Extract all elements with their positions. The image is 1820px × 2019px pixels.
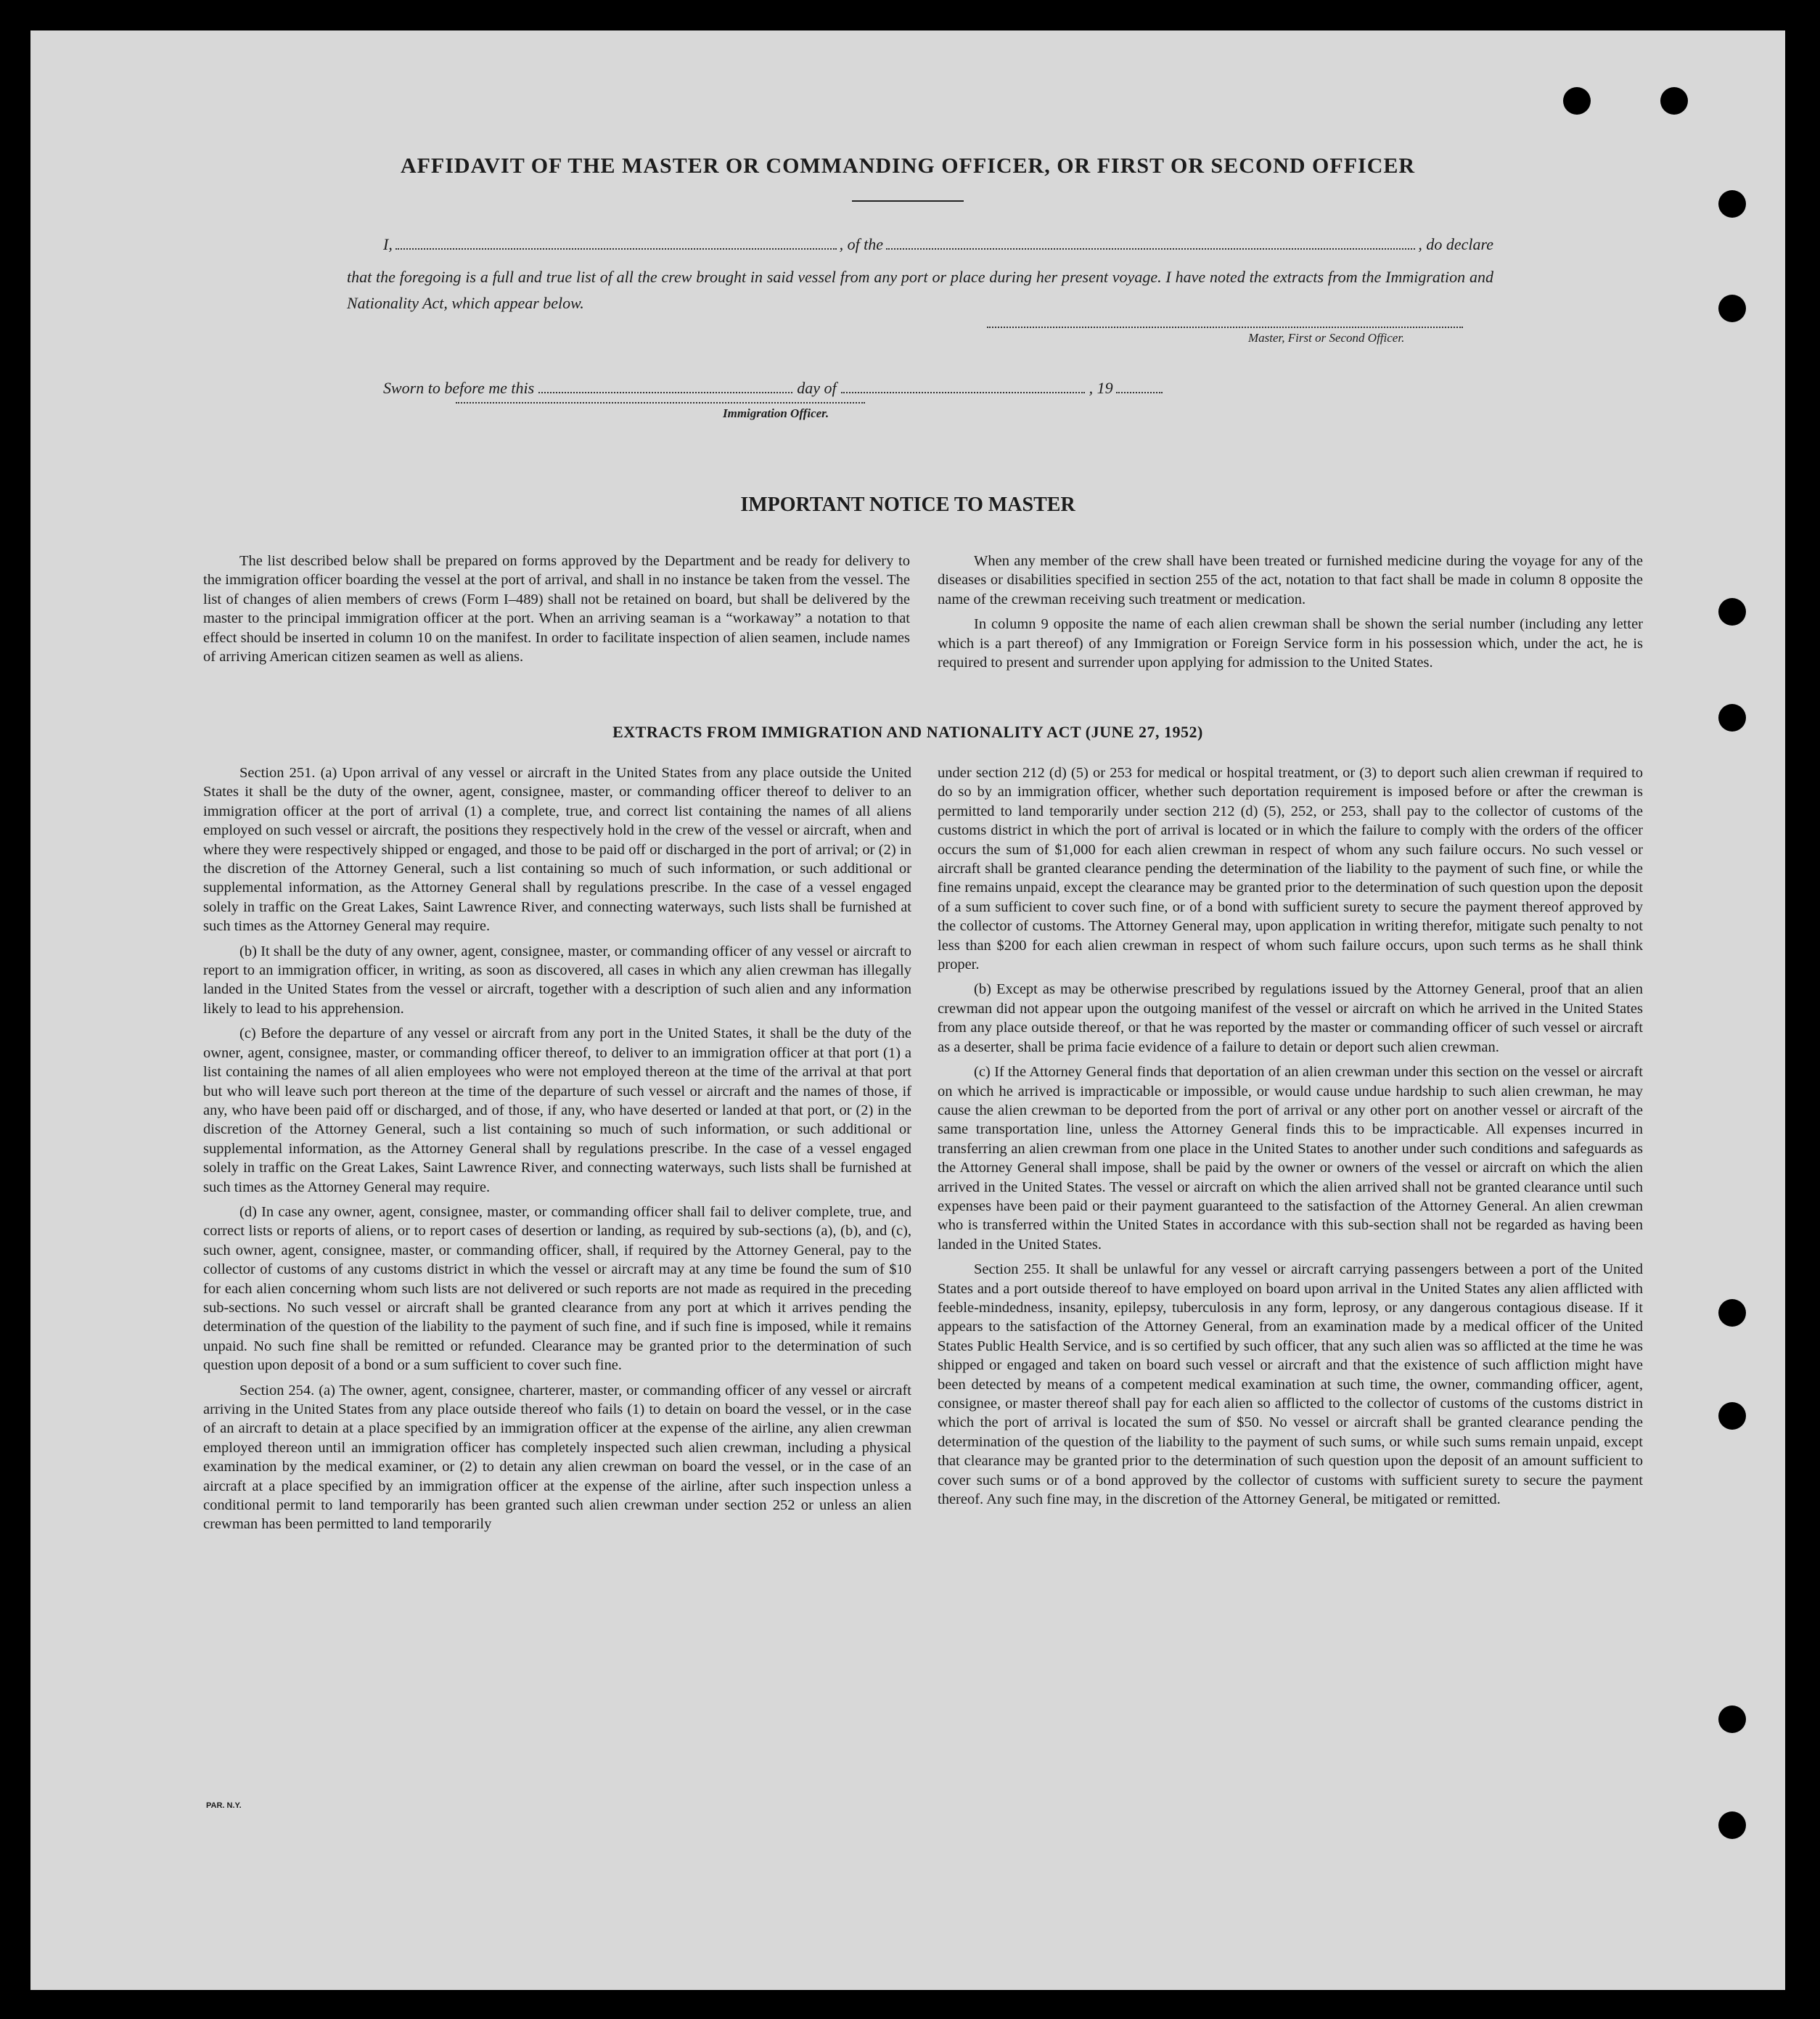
punch-hole [1718, 1402, 1746, 1430]
printer-mark: PAR. N.Y. [206, 1801, 242, 1810]
act-paragraph: (c) Before the departure of any vessel or aircraft from any port in the United States, it shall be the duty of the owner, agent, consignee, master, or commanding officer thereof, to deliver to an immigration officer at that port (1) a list containing the names of all alien employees who were not employed thereon at the time of the arrival at that port but who will leave such port thereon at the time of the departure of such vessel or aircraft and the names of those, if any, who have been paid off or discharged, and of those, if any, who have deserted or landed at that port, or (2) in the discretion of the Attorney General, such a list containing so much of such information, or such additional or supplemental information, as the Attorney General shall by regulations prescribe. In the case of a vessel engaged solely in traffic on the Great Lakes, Saint Lawrence River, and connecting waterways, such lists shall be furnished at such times as the Attorney General may require. [203, 1025, 911, 1195]
extracts-right-column [938, 763, 1643, 1515]
punch-hole [1718, 295, 1746, 322]
punch-hole [1718, 1811, 1746, 1839]
label-do-declare: , do declare [1418, 235, 1493, 253]
punch-hole [1718, 1705, 1746, 1733]
vessel-blank[interactable] [886, 235, 1415, 250]
label-of-the: , of the [839, 235, 884, 253]
punch-hole [1660, 87, 1688, 115]
sworn-line [383, 379, 1254, 398]
punch-hole [1718, 190, 1746, 218]
day-blank[interactable] [538, 379, 792, 393]
notice-heading: IMPORTANT NOTICE TO MASTER [740, 494, 1075, 516]
act-paragraph: Section 251. (a) Upon arrival of any vessel or aircraft in the United States from any place outside the United States it shall be the duty of the owner, agent, consignee, master, or commanding officer thereof to deliver to an immigration officer at the port of arrival (1) a complete, true, and correct list containing the names of all aliens employed on such vessel or aircraft, the positions they respectively hold in the crew of the vessel or aircraft, when and where they were respectively shipped or engaged, and those to be paid off or discharged in the port of arrival; or (2) in the discretion of the Attorney General, such a list containing so much of such information, or such additional or supplemental information, as the Attorney General shall by regulations prescribe. In the case of a vessel engaged solely in traffic on the Great Lakes, Saint Lawrence River, and connecting waterways, such lists shall be furnished at such times as the Attorney General may require. [203, 765, 911, 935]
act-paragraph: Section 255. It shall be unlawful for any vessel or aircraft carrying passengers between a port of the United States and a port outside thereof to have employed on board upon arrival in the United States any alien afflicted with feeble-mindedness, insanity, epilepsy, tuberculosis in any form, leprosy, or any dangerous contagious disease. If it appears to the satisfaction of the Attorney General, from an examination made by a medical officer of the United States Public Health Service, and is so certified by such officer, that any such alien was so afflicted at the time he was shipped or engaged and taken on board such vessel or aircraft and that the existence of such affliction might have been detected by means of a competent medical examination at such time, the owner, commanding officer, agent, consignee, or master thereof shall pay for each alien so afflicted to the collector of customs of the customs district in which the port of arrival is located the sum of $50. No vessel or aircraft shall be granted clearance pending the determination of the question of the liability to the payment of such sums, or while such sums remain unpaid, except that clearance may be granted prior to the determination of such question upon the deposit of an amount sufficient to cover such sums or of a bond approved by the collector of customs with sufficient surety to secure the payment thereof. Any such fine may, in the discretion of the Attorney General, be mitigated or remitted. [938, 1261, 1643, 1508]
officer-signature-line[interactable] [456, 402, 865, 404]
notice-left-column [203, 552, 910, 672]
act-paragraph: (b) Except as may be otherwise prescribed by regulations issued by the Attorney General, proof that an alien crewman did not appear upon the outgoing manifest of the vessel or aircraft on which he arrived in the United States from any place outside thereof, or that he was reported by the master or commanding officer of such vessel or aircraft as a deserter, shall be prima facie evidence of a failure to detain or deport such alien crewman. [938, 981, 1643, 1055]
document-page [30, 30, 1785, 1990]
master-signature-line[interactable] [987, 327, 1463, 328]
year-blank[interactable] [1116, 379, 1163, 393]
notice-paragraph: In column 9 opposite the name of each alien crewman shall be shown the serial number (including any letter which is a part thereof) of any Immigration or Foreign Service form in his possession which, under the act, he is required to present and surrender upon applying for admission to the United States. [938, 616, 1643, 671]
notice-paragraph: The list described below shall be prepared on forms approved by the Department and be ready for delivery to the immigration officer boarding the vessel at the port of arrival, and shall in no instance be taken from the vessel. The list of changes of alien members of crews (Form I–489) shall not be retained on board, but shall be delivered by the master to the principal immigration officer at the port. When an arriving seaman is a “workaway” a notation to that effect should be inserted in column 10 on the manifest. In order to facilitate inspection of alien seamen, include names of arriving American citizen seamen as well as aliens. [203, 553, 910, 666]
notice-right-column [938, 552, 1643, 678]
label-sworn: Sworn to before me this [383, 379, 535, 397]
label-day-of: day of [797, 379, 837, 397]
title-underline [852, 200, 964, 202]
act-paragraph: (b) It shall be the duty of any owner, agent, consignee, master, or commanding officer of any vessel or aircraft to report to an immigration officer, in writing, as soon as discovered, all cases in which any alien crewman has illegally landed in the United States from the vessel or aircraft, together with a description of such alien and any information likely to lead to his apprehension. [203, 943, 911, 1017]
month-blank[interactable] [841, 379, 1085, 393]
act-paragraph: Section 254. (a) The owner, agent, consignee, charterer, master, or commanding officer of any vessel or aircraft arriving in the United States from any place outside thereof who fails (1) to detain on board the vessel, or in the case of an aircraft to detain at a place specified by an immigration officer at the expense of the airline, any alien crewman employed thereon until an immigration officer has completely inspected such alien crewman, including a physical examination by the medical examiner, or (2) to detain any alien crewman on board the vessel, or in the case of an aircraft at a place specified by an immigration officer at the expense of the airline, after such inspection unless a conditional permit to land temporarily has been granted such alien crewman under section 252 or unless an alien crewman has been permitted to land temporarily [203, 1382, 911, 1533]
notice-paragraph: When any member of the crew shall have been treated or furnished medicine during the voyage for any of the diseases or disabilities specified in section 255 of the act, notation to that fact shall be made in column 8 opposite the name of the crewman receiving such treatment or medication. [938, 553, 1643, 607]
act-paragraph-continued: under section 212 (d) (5) or 253 for medical or hospital treatment, or (3) to deport such alien crewman if required to do so by an immigration officer, whether such deportation requirement is imposed before or after the crewman is permitted to land temporarily under section 212 (d) (5), 252, or 253, shall pay to the collector of customs of the customs district in which the port of arrival is located or in which the failure to comply with the orders of the officer occurs the sum of $1,000 for each alien crewman in respect of whom any such failure occurs. No such vessel or aircraft shall be granted clearance pending the determination of the liability to the payment of such fine, or while the fine remains unpaid, except the clearance may be granted prior to the determination of such question upon the deposit of a sum sufficient to cover such fine, or of a bond with sufficient surety to secure the payment thereof approved by the collector of customs. The Attorney General may, upon application in writing therefor, mitigate such penalty to not less than $200 for each alien crewman in respect of whom such failure occurs, upon such terms as he shall think proper. [938, 765, 1643, 973]
punch-hole [1718, 1299, 1746, 1327]
extracts-heading: EXTRACTS FROM IMMIGRATION AND NATIONALITY ACT (JUNE 27, 1952) [612, 723, 1203, 741]
act-paragraph: (d) In case any owner, agent, consignee, master, or commanding officer shall fail to deliver complete, true, and correct lists or reports of aliens, or to report cases of desertion or landing, as required by sub-sections (a), (b), and (c), such owner, agent, consignee, master, or commanding officer, shall, if required by the Attorney General, pay to the collector of customs of any customs district in which the vessel or aircraft may at any time be found the sum of $10 for each alien concerning whom such lists are not delivered or such reports are not made as required in the preceding sub-sections. No such vessel or aircraft shall be granted clearance from any port at which it arrives pending the determination of the question of the liability to the payment of such fine, and if such fine is imposed, while it remains unpaid. No such fine shall be remitted or refunded. Clearance may be granted prior to the determination of such question upon deposit of a bond or a sum sufficient to cover such fine. [203, 1203, 911, 1374]
punch-hole [1718, 598, 1746, 626]
label-year: , 19 [1089, 379, 1113, 397]
declaration-line [383, 235, 1493, 254]
act-paragraph: (c) If the Attorney General finds that deportation of an alien crewman under this section on the vessel or aircraft on which he arrived is impracticable or impossible, or would cause undue hardship to such alien crewman, he may cause the alien crewman to be deported from the port of arrival or any other port on another vessel or aircraft of the same transportation line, unless the Attorney General finds this to be impracticable. All expenses incurred in transferring an alien crewman from one place in the United States to another under such conditions and safeguards as the Attorney General shall impose, shall be paid by the owner or owners of the vessel or aircraft on which the alien arrived in the United States. The vessel or aircraft on which the alien arrived shall not be granted clearance until such expenses have been paid or their payment guaranteed to the satisfaction of the Attorney General. An alien crewman who is transferred within the United States in accordance with this sub-section shall not be regarded as having been landed in the United States. [938, 1064, 1643, 1253]
punch-hole [1563, 87, 1591, 115]
declaration-statement: that the foregoing is a full and true list of all the crew brought in said vessel from any port or place during her present voyage. I have noted the extracts from the Immigration and Nationality Act, which appear below. [347, 268, 1493, 312]
affidavit-title: AFFIDAVIT OF THE MASTER OR COMMANDING OFFICER, OR FIRST OR SECOND OFFICER [400, 154, 1416, 178]
extracts-left-column [203, 763, 911, 1540]
master-caption: Master, First or Second Officer. [1248, 331, 1405, 345]
name-blank[interactable] [395, 235, 837, 250]
label-i: I, [383, 235, 393, 253]
officer-caption: Immigration Officer. [723, 406, 829, 420]
